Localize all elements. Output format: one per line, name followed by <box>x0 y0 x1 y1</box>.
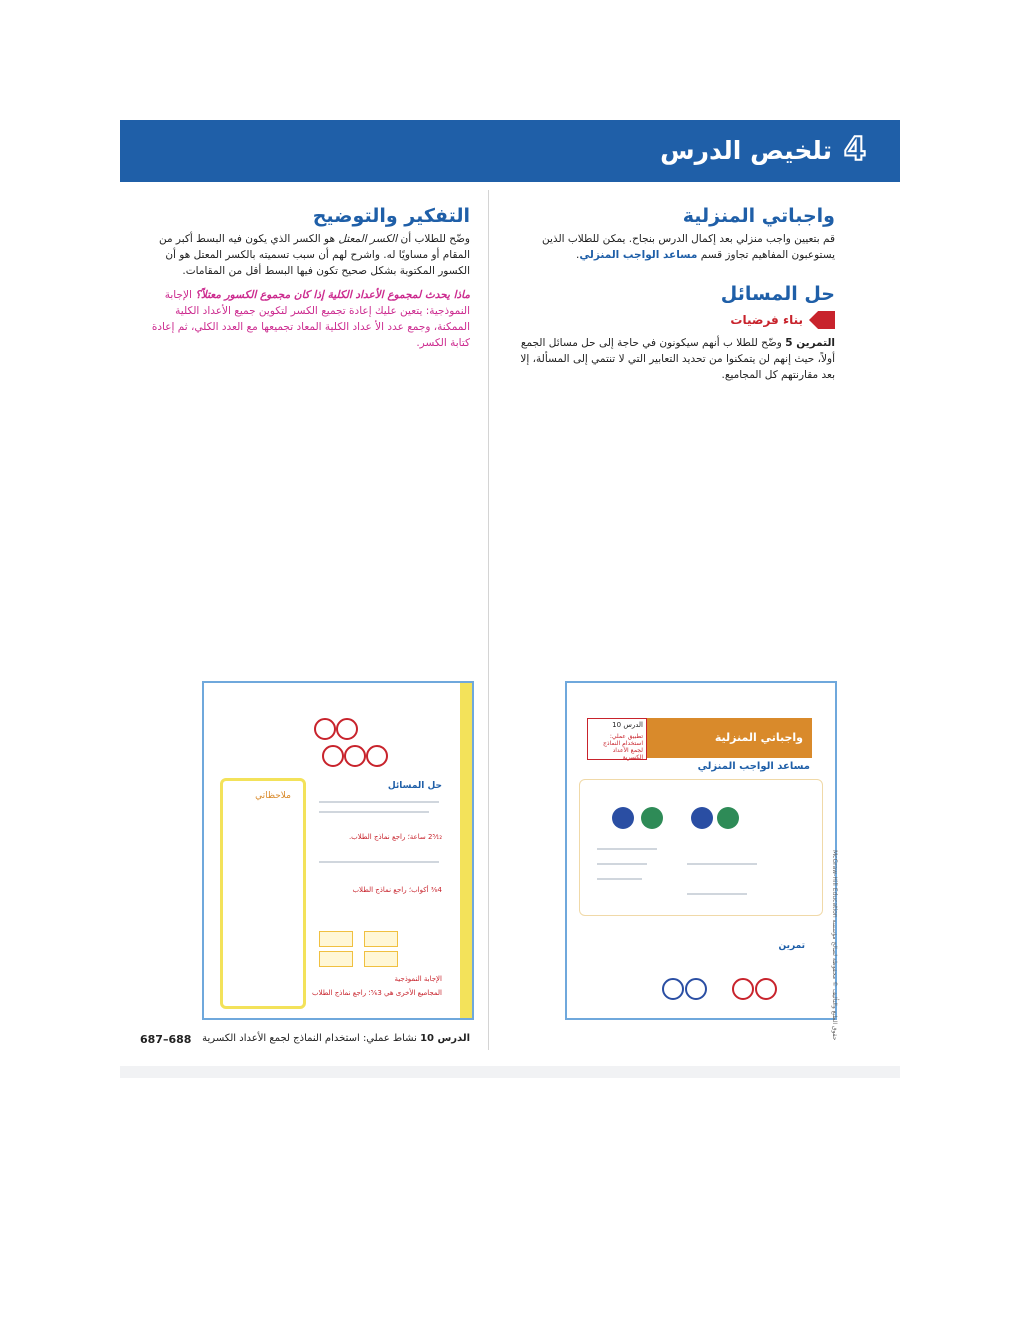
footer-lesson: الدرس 10 <box>420 1033 470 1044</box>
subheading <box>510 311 835 329</box>
problem-solving-title: حل المسائل <box>720 283 835 305</box>
question-answer <box>145 287 470 351</box>
lesson-number: 4 <box>843 130 867 168</box>
thumb-yellow-strip <box>460 683 472 1018</box>
question: ماذا يحدث لمجموع الأعداد الكلية إذا كان مجموع الكسور معتلاً؟ <box>195 289 470 301</box>
homework-text: قم بتعيين واجب منزلي بعد إكمال الدرس بنجاح. يمكن للطلاب الذين يستوعبون المفاهيم تجاوز قسم مساعد الواجب المنزلي. <box>542 233 835 261</box>
footer-pages: 687–688 <box>140 1033 192 1046</box>
lesson-box: الدرس 10 تطبيق عملي: استخدام النماذج لجمع الأعداد الكسرية <box>587 718 647 760</box>
footer-band <box>120 1066 900 1078</box>
exercise-text: التمرين 5 وضّح للطلا ب أنهم سيكونون في حاجة إلى حل مسائل الجمع أولاً، حيث إنهم لن يتمكنوا من تحديد التعابير التي لا تنتمي إلى المسألة، إلا بعد مقارنتهم كل المجاميع. <box>520 337 835 381</box>
left-column <box>145 205 470 351</box>
page-thumbnail-homework: واجباتي المنزلية الدرس 10 تطبيق عملي: استخدام النماذج لجمع الأعداد الكسرية مساعد الواجب المنزلي تمرين <box>565 681 837 1020</box>
answer: الإجابة النموذجية: يتعين عليك إعادة تجميع الكسر لتكوين جميع الأعداد الكلية الممكنة، وجمع عدد الأ عداد الكلية المعاد تجميعها مع العدد الكلي، ثم إعادة كتابة الكسر. <box>151 289 470 349</box>
column-divider <box>488 190 489 1050</box>
lesson-banner <box>120 120 900 182</box>
arrow-icon <box>809 311 835 329</box>
right-column <box>510 205 835 383</box>
homework-helper-link: مساعد الواجب المنزلي <box>579 249 698 261</box>
thumb-practice-title: تمرين <box>778 941 805 951</box>
copyright-side-text: حقوق الطبع والتأليف © محفوظة لصالح مؤسسة McGraw-Hill Education <box>831 850 838 1041</box>
thumb-problem-title: حل المسائل <box>387 781 442 791</box>
page-thumbnail-practice <box>202 681 474 1020</box>
banner-title: تلخيص الدرس <box>660 136 832 165</box>
thumb-answer-3: الإجابة النموذجية <box>394 975 442 983</box>
thumb-answer-1: 2⁵⁄₁₂ ساعة؛ راجع نماذج الطلاب. <box>348 833 442 841</box>
exercise-label: التمرين 5 <box>785 337 835 349</box>
thumb-helper-title: مساعد الواجب المنزلي <box>697 761 810 772</box>
thumb-answer-4: المجاميع الأخرى هي 3⅚؛ راجع نماذج الطلاب <box>311 989 442 997</box>
reflect-title: التفكير والتوضيح <box>312 205 470 227</box>
notes-area: ملاحظاتي <box>220 778 306 1009</box>
reflect-text: وضّح للطلاب أن الكسر المعتل هو الكسر الذي يكون فيه البسط أكبر من المقام أو مساويًا له. واشرح لهم أن سبب تسميته بالكسر المعتل هو أن الكسور المكتوبة بشكل صحيح تكون فيها البسط أقل من المقامات. <box>158 233 470 277</box>
footer-description: نشاط عملي: استخدام النماذج لجمع الأعداد الكسرية <box>202 1033 417 1044</box>
thumb-answer-2: 4⅜ أكواب؛ راجع نماذج الطلاب <box>352 886 442 894</box>
subheading-title: بناء فرضيات <box>730 313 803 327</box>
improper-term: الكسر المعتل <box>338 233 398 245</box>
homework-title: واجباتي المنزلية <box>682 205 835 227</box>
